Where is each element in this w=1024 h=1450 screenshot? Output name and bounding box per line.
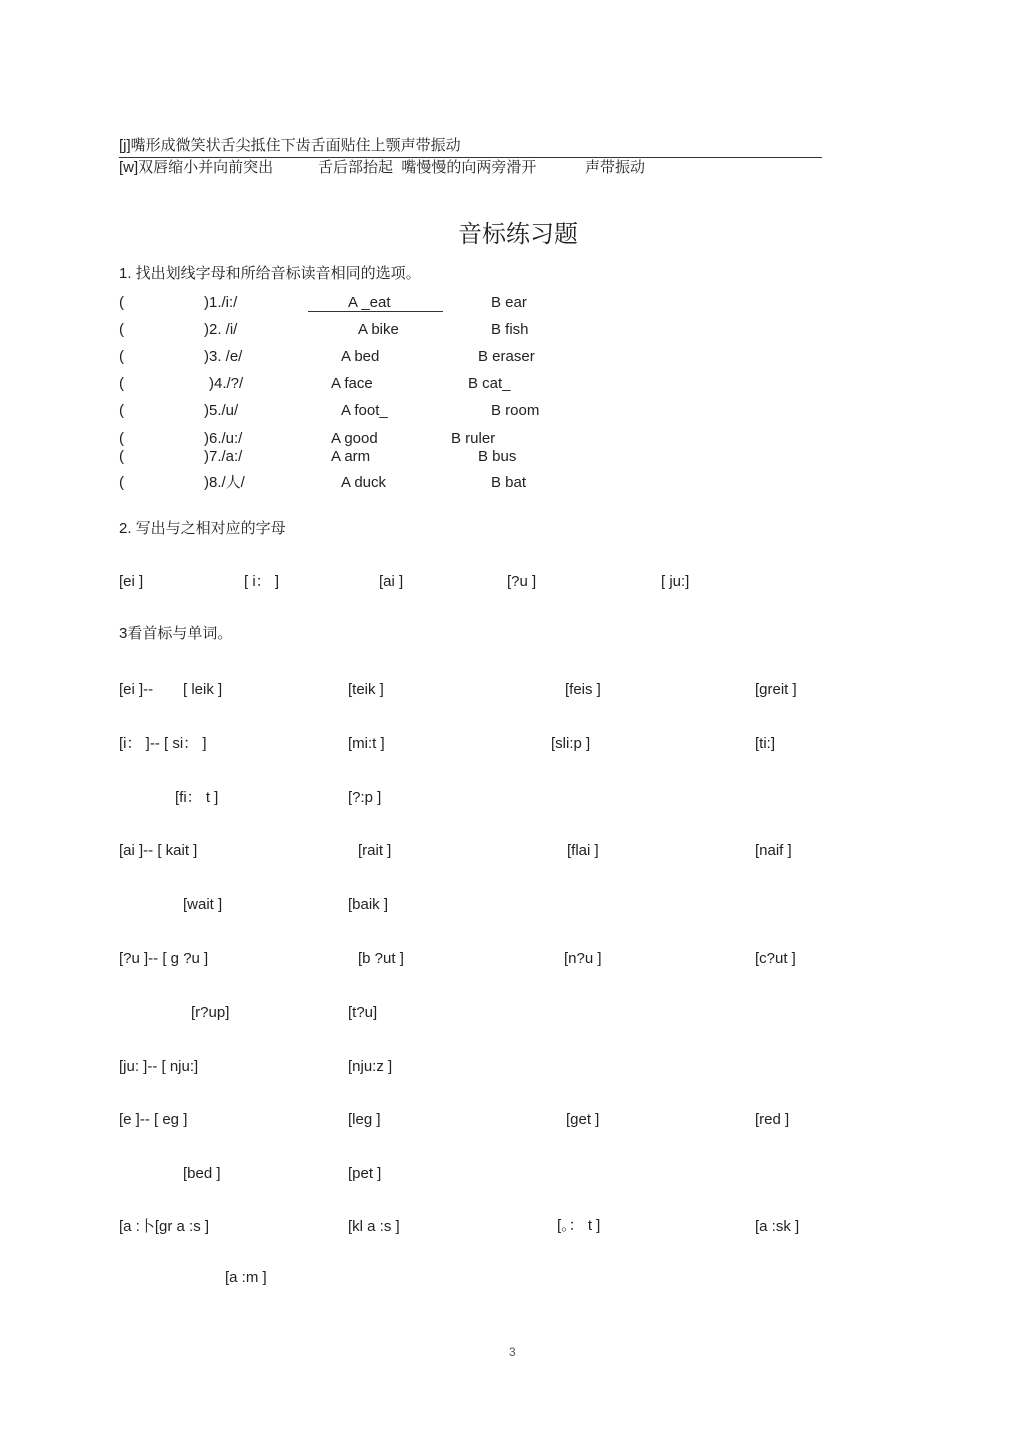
item-paren: ( [119, 321, 124, 338]
phonetic-word: [rait ] [358, 842, 392, 859]
phonetic-word: [mi:t ] [348, 735, 385, 752]
phonetic-word: [ti:] [755, 735, 776, 752]
phonetic-word: [wait ] [183, 896, 223, 913]
item-paren: ( [119, 448, 124, 465]
item-paren: ( [119, 348, 124, 365]
phonetic-word: [ai ]-- [ kait ] [119, 842, 198, 859]
item-number: )3. /e/ [204, 348, 243, 365]
phonetic-word: [i： ]-- [ si： ] [119, 735, 207, 752]
option-a: A good [331, 430, 378, 447]
phonetic-symbol: [ i： ] [244, 573, 280, 590]
phonetic-word: [baik ] [348, 896, 389, 913]
phonetic-word: [get ] [566, 1111, 600, 1128]
phonetic-word: [。： t ] [557, 1217, 601, 1234]
note-w-a: [w]双唇缩小并向前突出 [119, 159, 274, 176]
note-w-c: 声带振动 [585, 159, 646, 176]
phonetic-word: [a :卜[gr a :s ] [119, 1218, 210, 1235]
option-b: B eraser [478, 348, 535, 365]
phonetic-word: [ leik ] [183, 681, 223, 698]
phonetic-word: [ju: ]-- [ nju:] [119, 1058, 199, 1075]
phonetic-symbol: [ ju:] [661, 573, 690, 590]
phonetic-word: [e ]-- [ eg ] [119, 1111, 188, 1128]
phonetic-word: [t?u] [348, 1004, 378, 1021]
item-paren: ( [119, 474, 124, 491]
phonetic-word: [r?up] [191, 1004, 230, 1021]
phonetic-word: [pet ] [348, 1165, 382, 1182]
phonetic-word: [c?ut ] [755, 950, 796, 967]
item-paren: ( [119, 430, 124, 447]
phonetic-word: [teik ] [348, 681, 384, 698]
header-divider [119, 157, 822, 158]
item-number: )7./a:/ [204, 448, 243, 465]
option-b: B bat [491, 474, 527, 491]
option-b: B ruler [451, 430, 496, 447]
phonetic-word: [a :sk ] [755, 1218, 800, 1235]
phonetic-word: [red ] [755, 1111, 790, 1128]
phonetic-word: [bed ] [183, 1165, 221, 1182]
phonetic-word: [flai ] [567, 842, 599, 859]
phonetic-word: [kl a :s ] [348, 1218, 400, 1235]
phonetic-symbol: [ai ] [379, 573, 404, 590]
option-a: A duck [341, 474, 387, 491]
phonetic-word: [naif ] [755, 842, 792, 859]
option-a: A bike [358, 321, 399, 338]
phonetic-word: [feis ] [565, 681, 601, 698]
answer-underline [308, 311, 443, 312]
phonetic-word: [?u ]-- [ g ?u ] [119, 950, 209, 967]
note-j: [j]嘴形成微笑状舌尖抵住下齿舌面贴住上颚声带振动 [119, 137, 461, 154]
section3-heading: 3看首标与单词。 [119, 625, 233, 642]
option-a: A _eat [348, 294, 391, 311]
item-number: )1./i:/ [204, 294, 238, 311]
option-b: B ear [491, 294, 527, 311]
page-number: 3 [509, 1345, 516, 1359]
section2-heading: 2. 写出与之相对应的字母 [119, 520, 286, 537]
item-paren: ( [119, 294, 124, 311]
phonetic-symbol: [?u ] [507, 573, 537, 590]
phonetic-word: [sli:p ] [551, 735, 591, 752]
option-b: B cat_ [468, 375, 511, 392]
item-paren: ( [119, 402, 124, 419]
option-a: A bed [341, 348, 380, 365]
item-number: )5./u/ [204, 402, 239, 419]
phonetic-word: [ei ]-- [119, 681, 154, 698]
phonetic-word: [?:p ] [348, 789, 382, 806]
item-number: )2. /i/ [204, 321, 238, 338]
phonetic-word: [a :m ] [225, 1269, 267, 1286]
phonetic-word: [greit ] [755, 681, 797, 698]
page-title: 音标练习题 [458, 220, 578, 248]
section1-heading: 1. 找出划线字母和所给音标读音相同的选项。 [119, 265, 421, 282]
option-b: B bus [478, 448, 517, 465]
option-a: A face [331, 375, 373, 392]
phonetic-word: [leg ] [348, 1111, 381, 1128]
phonetic-word: [b ?ut ] [358, 950, 404, 967]
phonetic-symbol: [ei ] [119, 573, 144, 590]
item-paren: ( [119, 375, 124, 392]
option-b: B fish [491, 321, 529, 338]
phonetic-word: [fi： t ] [175, 789, 219, 806]
item-number: )6./u:/ [204, 430, 243, 447]
item-number: )4./?/ [209, 375, 244, 392]
option-a: A arm [331, 448, 371, 465]
item-number: )8./人/ [204, 474, 245, 491]
note-w-b: 舌后部抬起 嘴慢慢的向两旁滑开 [318, 159, 537, 176]
option-a: A foot_ [341, 402, 388, 419]
option-b: B room [491, 402, 540, 419]
phonetic-word: [nju:z ] [348, 1058, 393, 1075]
phonetic-word: [n?u ] [564, 950, 602, 967]
